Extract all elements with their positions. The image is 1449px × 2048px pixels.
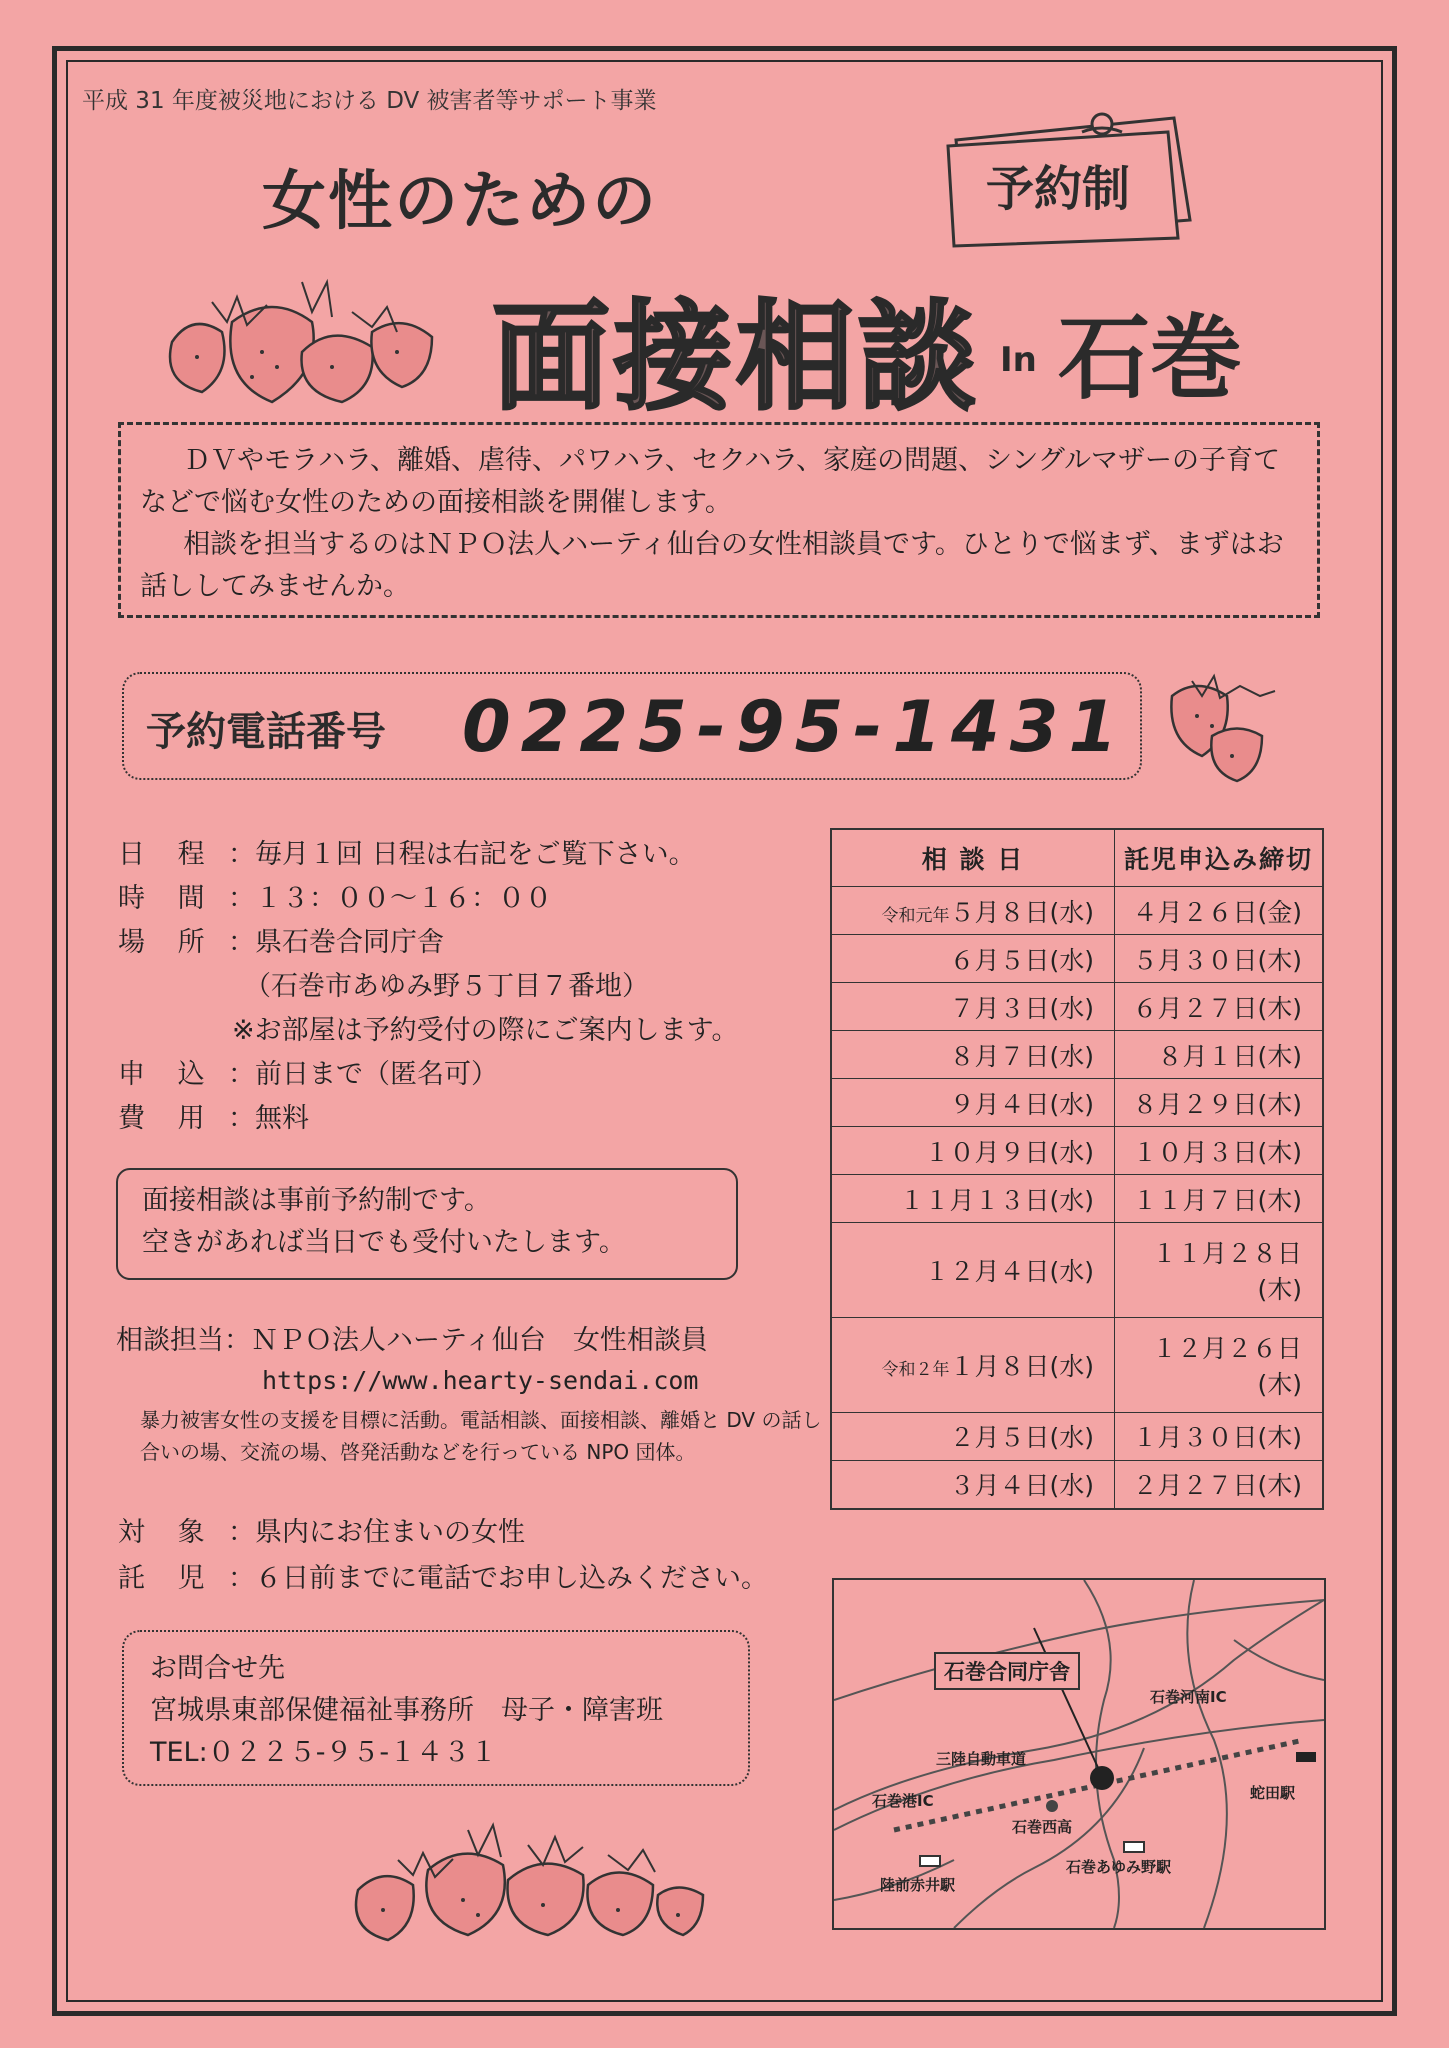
title-place: 石巻 <box>1058 305 1243 412</box>
reserve-notice <box>142 1180 626 1264</box>
table-row <box>831 1031 1323 1079</box>
consult-date-cell: ６月５日(水) <box>831 935 1115 983</box>
table-row <box>831 1317 1323 1412</box>
table-row <box>831 935 1323 983</box>
fee-value: ：無料 <box>228 1103 309 1134</box>
table-row <box>831 887 1323 935</box>
consult-date: ５月８日(水) <box>949 897 1094 927</box>
consult-date-cell: ９月４日(水) <box>831 1079 1115 1127</box>
deadline-cell: ４月２６日(金) <box>1115 887 1324 935</box>
consult-date-cell: ２月５日(水) <box>831 1412 1115 1460</box>
table-row <box>831 1223 1323 1318</box>
fee-row <box>118 1096 309 1135</box>
staff-label: 相談担当：ＮＰＯ法人ハーティ仙台 女性相談員 <box>116 1325 708 1356</box>
strawberry-icon <box>1162 656 1292 796</box>
map-expressway: 三陸自動車道 <box>936 1750 1027 1768</box>
schedule-row <box>118 832 696 871</box>
tel-label: 予約電話番号 <box>146 709 386 755</box>
deadline-cell: ５月３０日(木) <box>1115 935 1324 983</box>
map-office-label: 石巻合同庁舎 <box>934 1652 1080 1690</box>
map-ic-kanan: 石巻河南IC <box>1150 1688 1227 1706</box>
table-row <box>831 1460 1323 1509</box>
intro-paragraph-1: ＤＶやモラハラ、離婚、虐待、パワハラ、セクハラ、家庭の問題、シングルマザーの子育てなどで悩む女性のための面接相談を開催します。 <box>140 445 1281 518</box>
intro-text <box>140 440 1300 608</box>
target-value: ：県内にお住まいの女性 <box>228 1517 525 1548</box>
place-row <box>118 920 444 959</box>
consult-date: １月８日(水) <box>949 1351 1094 1381</box>
place-value: ：県石巻合同庁舎 <box>228 927 444 958</box>
childcare-label: 託 児 <box>118 1563 217 1594</box>
title-line1: 女性のための <box>262 165 658 239</box>
table-row <box>831 1175 1323 1223</box>
time-label: 時 間 <box>118 883 217 914</box>
target-label: 対 象 <box>118 1517 217 1548</box>
fee-label: 費 用 <box>118 1103 217 1134</box>
contact-info <box>150 1648 663 1774</box>
main-title: 面接相談 <box>492 288 981 426</box>
deadline-cell: ２月２７日(木) <box>1115 1460 1324 1509</box>
reservation-badge: 予約制 <box>986 161 1131 217</box>
strawberry-cluster-bottom-icon <box>338 1800 738 1950</box>
table-row <box>831 983 1323 1031</box>
consult-date-cell: ３月４日(水) <box>831 1460 1115 1509</box>
header-childcare-deadline: 託児申込み締切 <box>1115 829 1324 887</box>
title-in: In <box>1000 340 1037 380</box>
header-consult-date: 相 談 日 <box>831 829 1115 887</box>
deadline-cell: ８月１日(木) <box>1115 1031 1324 1079</box>
era-label: 令和２年 <box>881 1359 950 1380</box>
deadline-cell: １２月２６日(木) <box>1115 1317 1324 1412</box>
time-value: ：１３：００～１６：００ <box>228 883 552 914</box>
tel-number[interactable]: 0225-95-1431 <box>462 686 1128 768</box>
consult-date-cell <box>831 1317 1115 1412</box>
schedule-label: 日 程 <box>118 839 217 870</box>
era-label: 令和元年 <box>881 905 950 926</box>
map-ic-port: 石巻港IC <box>872 1792 934 1810</box>
place-note: ※お部屋は予約受付の際にご案内します。 <box>232 1015 739 1046</box>
org-description: 暴力被害女性の支援を目標に活動。電話相談、面接相談、離婚と DV の話し合いの場、交流の場、啓発活動などを行っている NPO 団体。 <box>140 1408 822 1464</box>
childcare-row <box>118 1556 768 1595</box>
map-station-hebita: 蛇田駅 <box>1250 1784 1296 1802</box>
office-marker <box>1090 1766 1114 1790</box>
apply-row <box>118 1052 498 1091</box>
deadline-cell: １１月２８日(木) <box>1115 1223 1324 1318</box>
reserve-line-1: 面接相談は事前予約制です。 <box>142 1185 491 1216</box>
sponsor-line: 平成 31 年度被災地における DV 被害者等サポート事業 <box>82 88 657 114</box>
table-row <box>831 1412 1323 1460</box>
strawberry-cluster-icon <box>152 262 452 412</box>
consult-date-cell: ７月３日(水) <box>831 983 1115 1031</box>
table-row <box>831 1079 1323 1127</box>
apply-value: ：前日まで（匿名可） <box>228 1059 498 1090</box>
contact-tel[interactable]: TEL:０２２５-９５-１４３１ <box>150 1737 498 1768</box>
deadline-cell: １１月７日(木) <box>1115 1175 1324 1223</box>
deadline-cell: １０月３日(木) <box>1115 1127 1324 1175</box>
website-link[interactable]: https://www.hearty-sendai.com <box>262 1366 699 1395</box>
map-school: 石巻西高 <box>1012 1818 1073 1836</box>
reserve-line-2: 空きがあれば当日でも受付いたします。 <box>142 1227 626 1258</box>
schedule-value: ：毎月１回 日程は右記をご覧下さい。 <box>228 839 696 870</box>
place-address: （石巻市あゆみ野５丁目７番地） <box>244 971 649 1002</box>
childcare-value: ：６日前までに電話でお申し込みください。 <box>228 1563 768 1594</box>
map-station-akai: 陸前赤井駅 <box>880 1876 956 1894</box>
schedule-table <box>830 828 1324 1510</box>
target-row <box>118 1510 525 1549</box>
table-header-row <box>831 829 1323 887</box>
contact-office: 宮城県東部保健福祉事務所 母子・障害班 <box>150 1695 663 1726</box>
consult-date-cell: ８月７日(水) <box>831 1031 1115 1079</box>
apply-label: 申 込 <box>118 1059 217 1090</box>
contact-heading: お問合せ先 <box>150 1653 285 1684</box>
time-row <box>118 876 552 915</box>
consult-date-cell: １１月１３日(水) <box>831 1175 1115 1223</box>
deadline-cell: ８月２９日(木) <box>1115 1079 1324 1127</box>
table-row <box>831 1127 1323 1175</box>
deadline-cell: ６月２７日(木) <box>1115 983 1324 1031</box>
deadline-cell: １月３０日(木) <box>1115 1412 1324 1460</box>
map-station-ayumino: 石巻あゆみ野駅 <box>1066 1858 1172 1876</box>
consult-date-cell: １２月４日(水) <box>831 1223 1115 1318</box>
place-label: 場 所 <box>118 927 217 958</box>
consult-date-cell <box>831 887 1115 935</box>
intro-paragraph-2: 相談を担当するのはＮＰＯ法人ハーティ仙台の女性相談員です。ひとりで悩まず、まずはお話ししてみませんか。 <box>140 529 1284 602</box>
consult-date-cell: １０月９日(水) <box>831 1127 1115 1175</box>
